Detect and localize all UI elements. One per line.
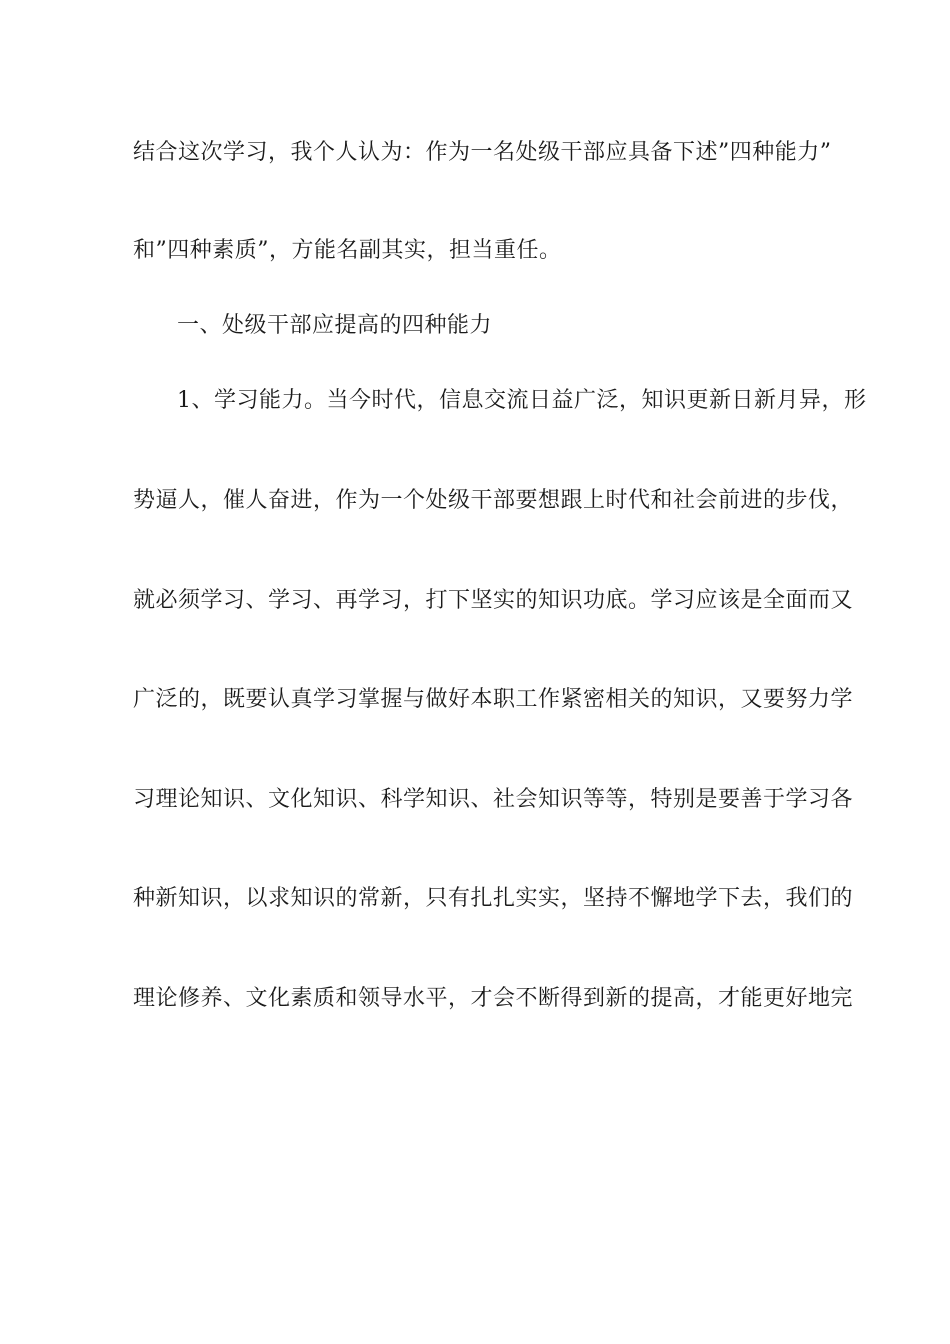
paragraph-line: 就必须学习、学习、再学习，打下坚实的知识功底。学习应该是全面而又 xyxy=(133,588,854,613)
paragraph-line: 理论修养、文化素质和领导水平，才会不断得到新的提高，才能更好地完 xyxy=(133,986,854,1011)
paragraph-line: 习理论知识、文化知识、科学知识、社会知识等等，特别是要善于学习各 xyxy=(133,787,854,812)
paragraph-line: 1、学习能力。当今时代，信息交流日益广泛，知识更新日新月异，形 xyxy=(177,388,867,413)
paragraph-line: 和”四种素质”，方能名副其实，担当重任。 xyxy=(133,238,562,263)
paragraph-line: 势逼人，催人奋进，作为一个处级干部要想跟上时代和社会前进的步伐， xyxy=(133,488,854,513)
paragraph-line: 结合这次学习，我个人认为：作为一名处级干部应具备下述”四种能力” xyxy=(133,140,832,165)
section-heading: 一、处级干部应提高的四种能力 xyxy=(177,313,493,338)
paragraph-line: 广泛的，既要认真学习掌握与做好本职工作紧密相关的知识，又要努力学 xyxy=(133,687,854,712)
paragraph-line: 种新知识，以求知识的常新，只有扎扎实实，坚持不懈地学下去，我们的 xyxy=(133,886,854,911)
